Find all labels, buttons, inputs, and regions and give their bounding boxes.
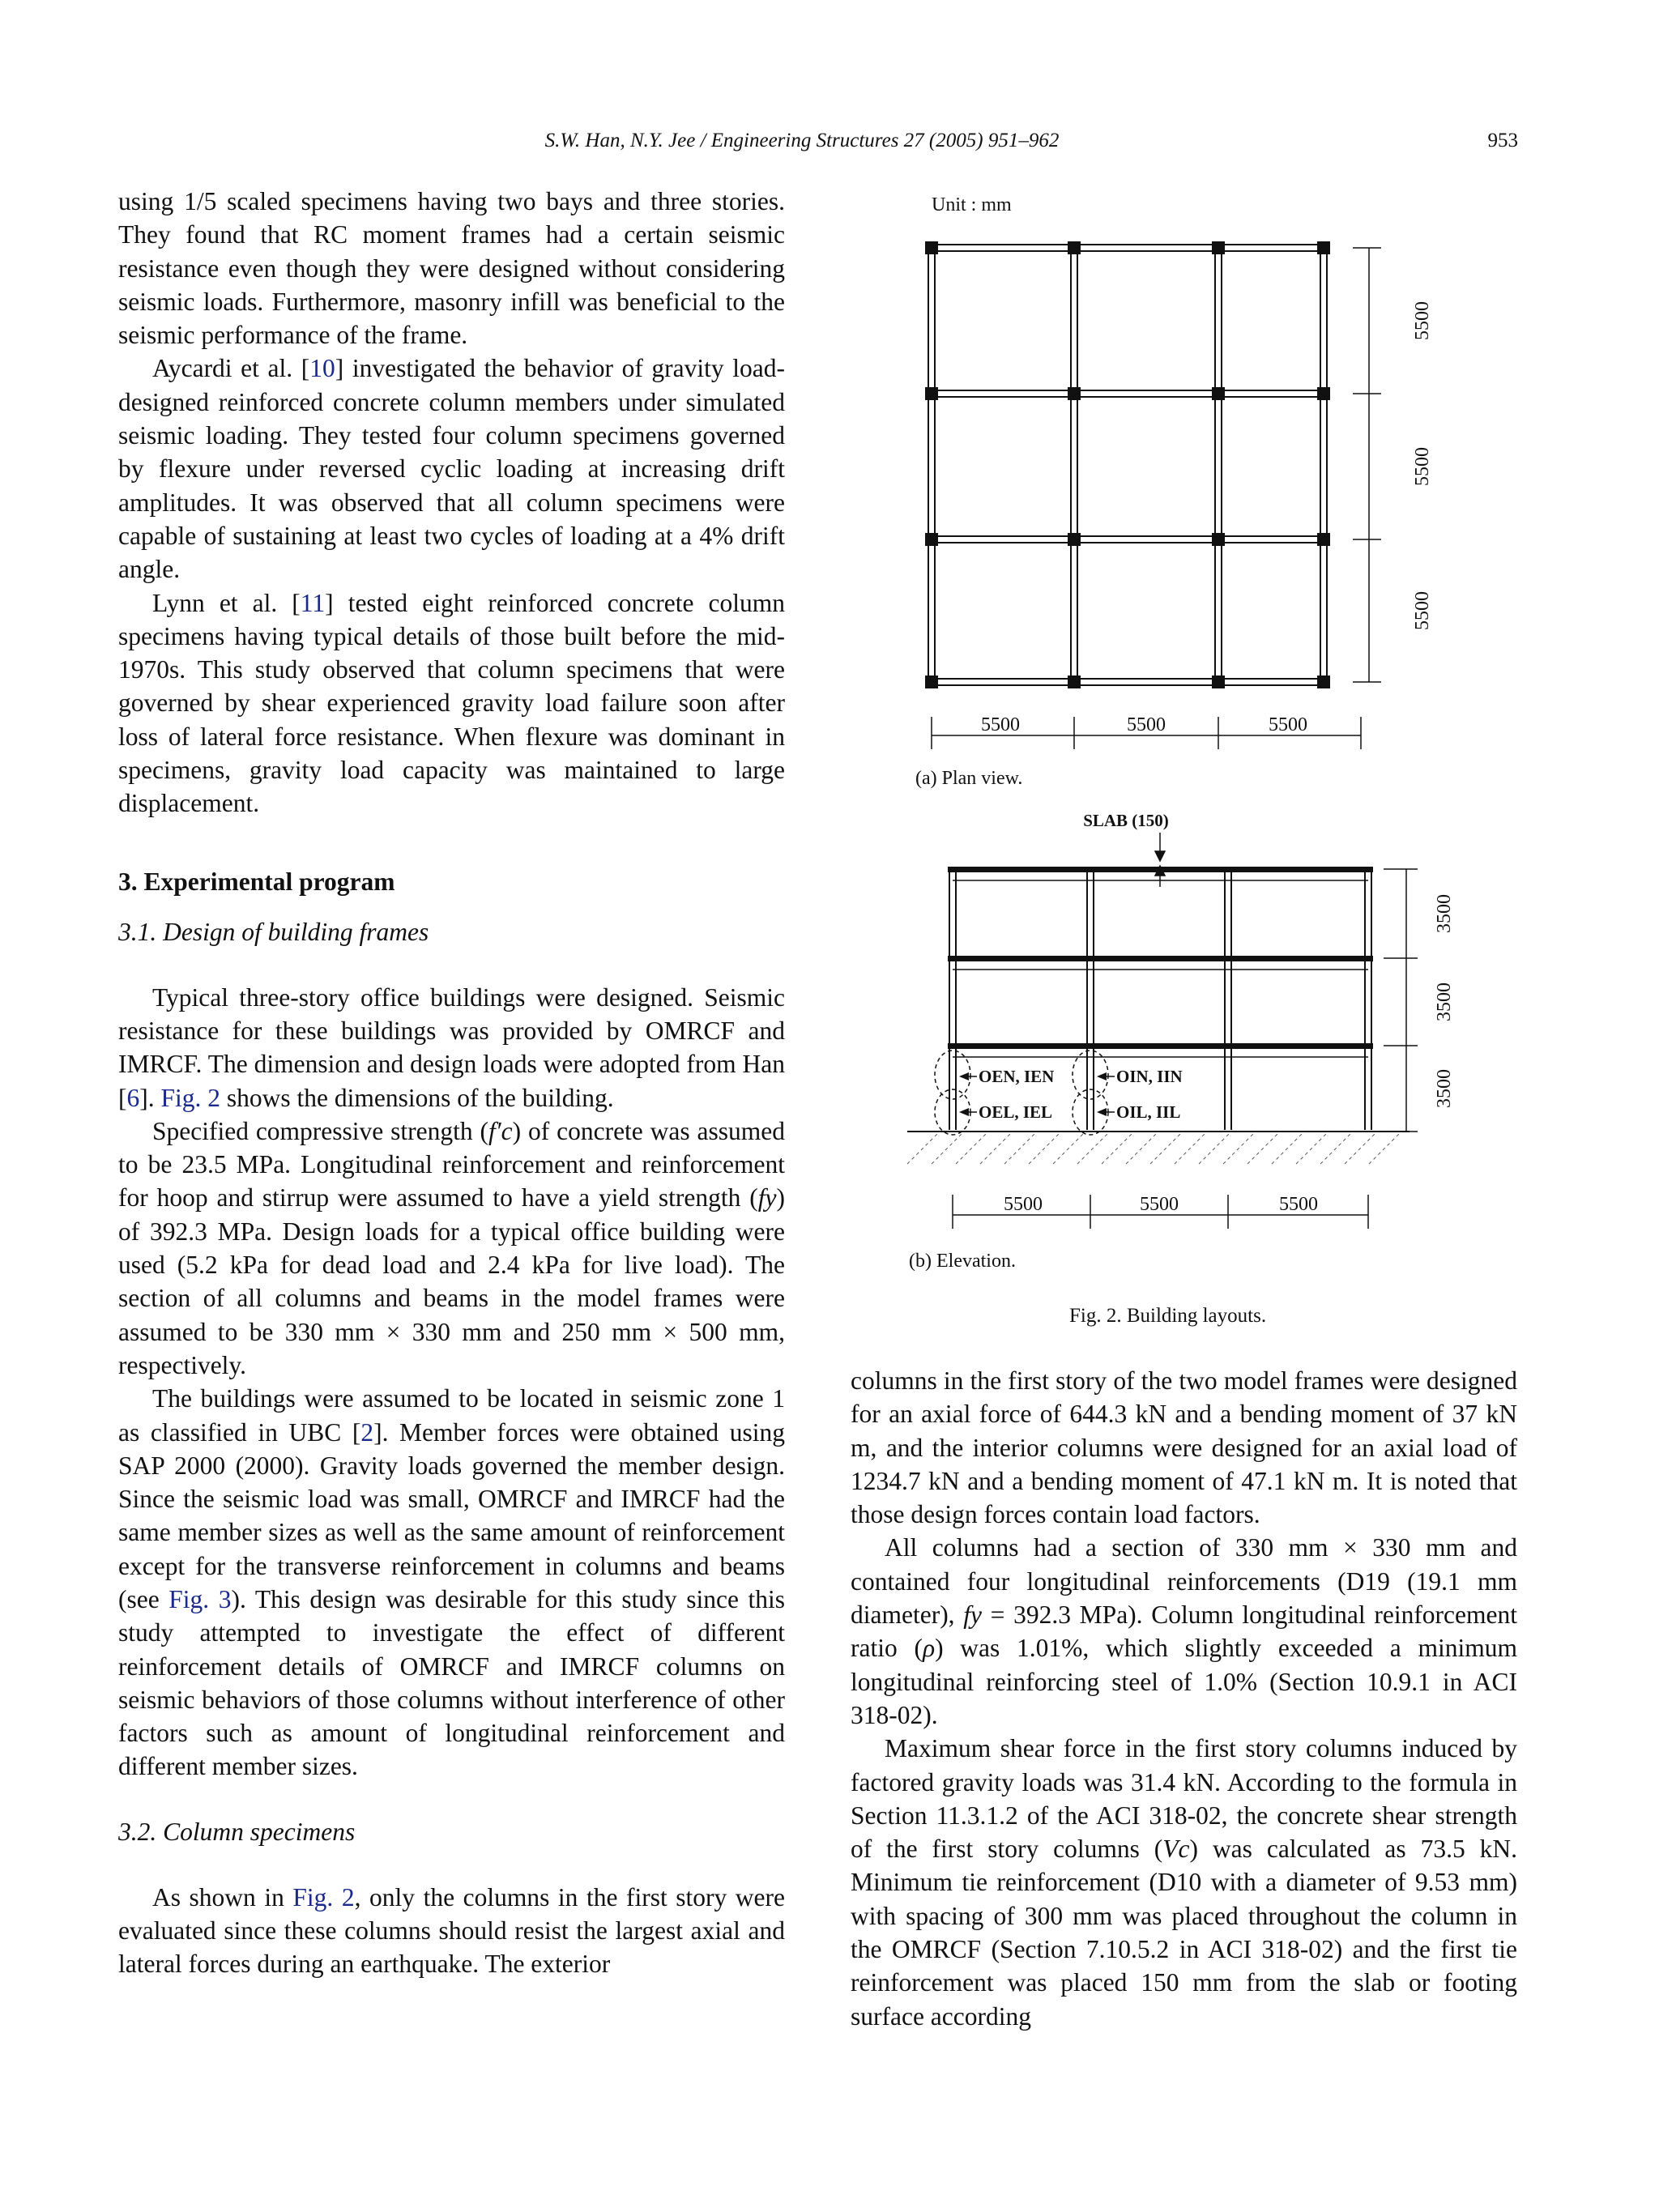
elev-side-dim-1: 3500	[1434, 894, 1455, 933]
elev-bottom-dim-1: 5500	[1004, 1194, 1043, 1215]
unit-label: Unit : mm	[932, 194, 1012, 215]
slab-label: SLAB (150)	[1083, 811, 1169, 830]
paragraph-sections: All columns had a section of 330 mm × 330 mm and contained four longitudinal reinforcements (D19 (19.1 mm diameter), fy = 392.3 MPa). Column longitudinal reinforcement ratio (ρ) was 1.01%, which slightly exceeded a minimum longitudinal reinforcing steel of 1.0% (Section 10.9.1 in ACI 318-02).	[851, 1533, 1517, 1729]
ground-hatch	[907, 1132, 1401, 1164]
journal-citation: S.W. Han, N.Y. Jee / Engineering Structures 27 (2005) 951–962	[544, 130, 1060, 151]
page-number: 953	[1487, 130, 1518, 151]
symbol-fy: fy	[757, 1183, 777, 1213]
elevation-columns	[949, 867, 1371, 1130]
subsection-heading-3-1: 3.1. Design of building frames	[118, 917, 429, 946]
plan-grid	[928, 245, 1328, 685]
symbol-fy-right: fy	[963, 1600, 982, 1630]
slab-arrow	[1155, 833, 1165, 887]
elevation-slabs	[948, 867, 1373, 1049]
symbol-vc: Vc	[1162, 1835, 1190, 1864]
plan-bottom-dim-1: 5500	[981, 714, 1020, 735]
symbol-rho: ρ	[922, 1634, 936, 1663]
paragraph-lynn: Lynn et al. [11] tested eight reinforced concrete column specimens having typical details of those built before the mid-1970s. This study observed that column specimens that were governed by shear experienced gravity load failure soon after loss of lateral force resistance. When flexure was dominant in specimens, gravity load capacity was maintained to large displacement.	[118, 588, 785, 818]
ref-link-11[interactable]: 11	[300, 588, 326, 617]
building-layout-drawing	[891, 182, 1458, 1349]
paragraph-strength: Specified compressive strength (f′c) of concrete was assumed to be 23.5 MPa. Longitudinal reinforcement and reinforcement for hoop and stirrup were assumed to have a yield strength (fy) of 392.3 MPa. Design loads for a typical office building were used (5.2 kPa for dead load and 2.4 kPa for live load). The section of all columns and beams in the model frames were assumed to be 330 mm × 330 mm and 250 mm × 500 mm, respectively.	[118, 1116, 785, 1379]
elevation-caption: (b) Elevation.	[909, 1251, 1016, 1272]
left-column	[118, 185, 785, 1981]
plan-side-dim-1: 5500	[1412, 301, 1433, 340]
figure-caption: Fig. 2. Building layouts.	[1069, 1305, 1267, 1327]
plan-bottom-dim-3: 5500	[1269, 714, 1307, 735]
plan-side-dim-3: 5500	[1412, 591, 1433, 630]
label-oil-iil: OIL, IIL	[1116, 1102, 1181, 1122]
subsection-heading-3-2: 3.2. Column specimens	[118, 1817, 356, 1846]
paragraph-seismic-zone: The buildings were assumed to be located in seismic zone 1 as classified in UBC [2]. Member forces were obtained using SAP 2000 (2000). Gravity loads governed the member design. Since the seismic load was small, OMRCF and IMRCF had the same member sizes as well as the same amount of reinforcement except for the transverse reinforcement in columns and beams (see Fig. 3). This design was desirable for this study since this study attempted to investigate the effect of different reinforcement details of OMRCF and IMRCF columns on seismic behaviors of those columns without interference of other factors such as amount of longitudinal reinforcement and different member sizes.	[118, 1384, 785, 1781]
plan-side-dimension	[1353, 248, 1381, 682]
fig2-link[interactable]: Fig. 2	[160, 1083, 221, 1112]
plan-side-dim-2: 5500	[1412, 447, 1433, 486]
fig3-link[interactable]: Fig. 3	[168, 1584, 232, 1613]
fig2-link-2[interactable]: Fig. 2	[292, 1882, 355, 1912]
elev-side-dim-3: 3500	[1434, 1069, 1455, 1108]
ref-link-10[interactable]: 10	[309, 354, 335, 383]
figure-2	[891, 182, 1458, 1349]
paragraph-design: Typical three-story office buildings were designed. Seismic resistance for these buildings was provided by OMRCF and IMRCF. The dimension and design loads were adopted from Han [6]. Fig. 2 shows the dimensions of the building.	[118, 982, 785, 1112]
label-oen-ien: OEN, IEN	[979, 1067, 1055, 1086]
plan-columns	[925, 241, 1330, 688]
label-oel-iel: OEL, IEL	[979, 1102, 1053, 1122]
elev-bottom-dim-3: 5500	[1279, 1194, 1318, 1215]
ref-link-2[interactable]: 2	[360, 1417, 374, 1447]
right-column	[851, 1364, 1517, 2033]
specimen-markers	[935, 1051, 1108, 1135]
paragraph-aycardi: Aycardi et al. [10] investigated the behavior of gravity load-designed reinforced concrete column members under simulated seismic loading. They tested four column specimens governed by flexure under reversed cyclic loading at increasing drift amplitudes. It was observed that all column specimens were capable of sustaining at least two cycles of loading at a 4% drift angle.	[118, 354, 785, 584]
plan-bottom-dim-2: 5500	[1127, 714, 1166, 735]
paragraph-shear: Maximum shear force in the first story columns induced by factored gravity loads was 31.4 kN. According to the formula in Section 11.3.1.2 of the ACI 318-02, the concrete shear strength of the first story columns (Vc) was calculated as 73.5 kN. Minimum tie reinforcement (D10 with a diameter of 9.53 mm) with spacing of 300 mm was placed throughout the column in the OMRCF (Section 7.10.5.2 in ACI 318-02) and the first tie reinforcement was placed 150 mm from the slab or footing surface according	[851, 1734, 1517, 2031]
elev-side-dim-2: 3500	[1434, 982, 1455, 1021]
plan-caption: (a) Plan view.	[915, 768, 1023, 789]
symbol-fc: f′c	[488, 1116, 513, 1145]
elev-side-dimension	[1384, 869, 1418, 1132]
label-oin-iin: OIN, IIN	[1116, 1067, 1183, 1086]
section-heading-3: 3. Experimental program	[118, 867, 395, 896]
paragraph-design-forces: columns in the first story of the two model frames were designed for an axial force of 644.3 kN and a bending moment of 37 kN m, and the interior columns were designed for an axial load of 1234.7 kN and a bending moment of 47.1 kN m. It is noted that those design forces contain load factors.	[851, 1366, 1517, 1529]
paragraph-intro-cont: using 1/5 scaled specimens having two bays and three stories. They found that RC moment frames had a certain seismic resistance even though they were designed without considering seismic loads. Furthermore, masonry infill was beneficial to the seismic performance of the frame.	[118, 187, 785, 350]
elev-bottom-dim-2: 5500	[1140, 1194, 1179, 1215]
paragraph-specimens: As shown in Fig. 2, only the columns in the first story were evaluated since these columns should resist the largest axial and lateral forces during an earthquake. The exterior	[118, 1882, 786, 1979]
elevation-beams	[953, 880, 1368, 1057]
running-head	[0, 130, 1659, 162]
ref-link-6[interactable]: 6	[126, 1083, 140, 1112]
